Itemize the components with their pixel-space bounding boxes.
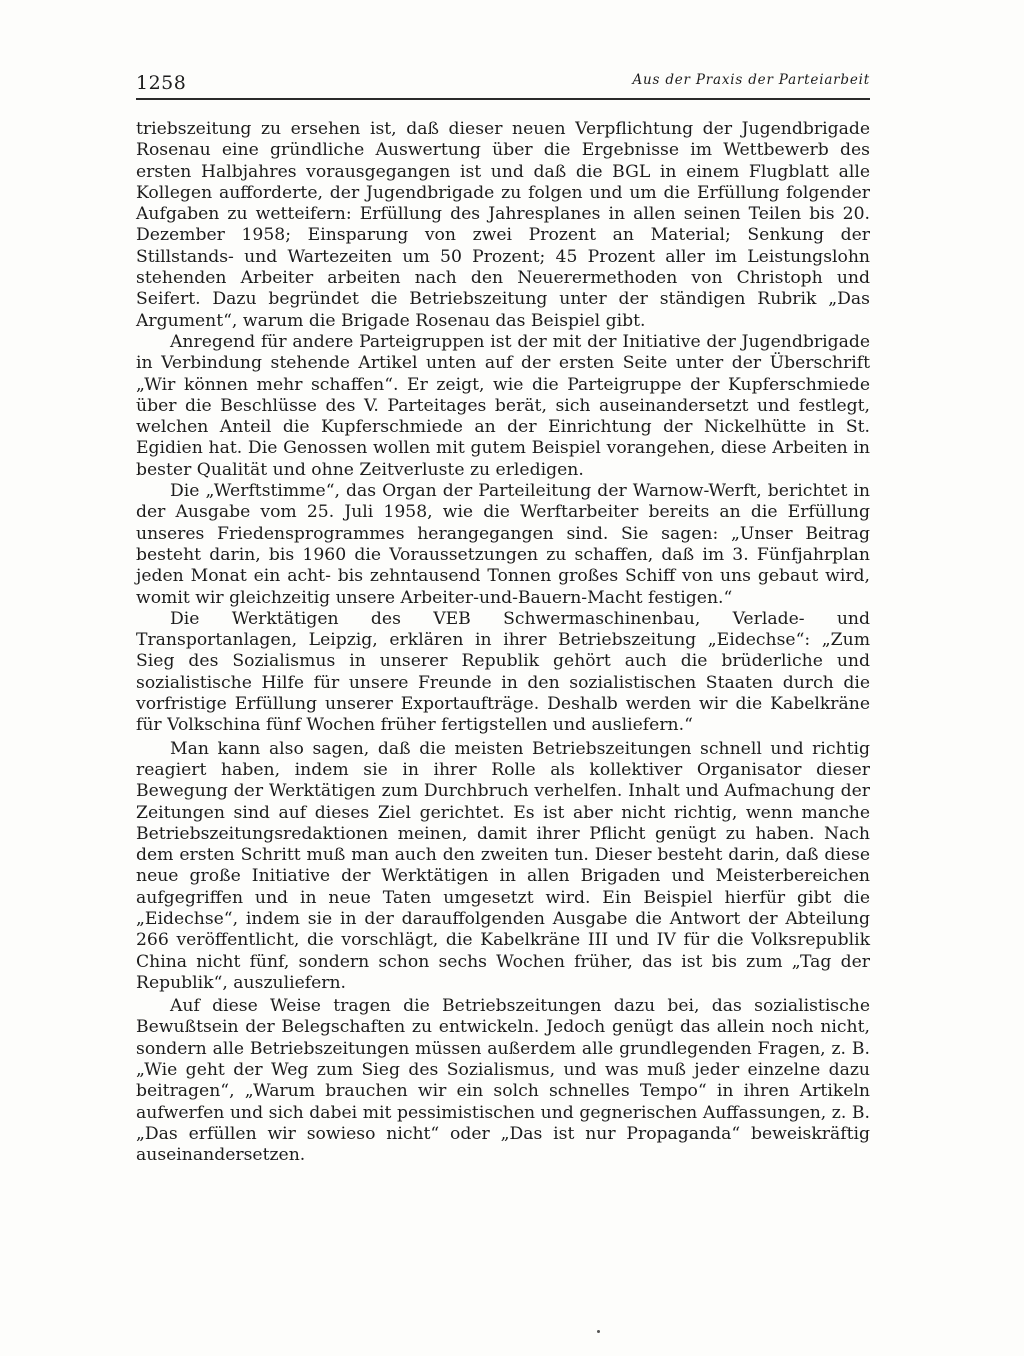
paragraph-1: triebszeitung zu ersehen ist, daß dieser neuen Verpflichtung der Jugendbrigade Rosenau eine gründliche Auswertung über die Ergebnisse im Wettbewerb des ersten Halbjahres vorausgegangen ist und daß die BGL in einem Flugblatt alle Kollegen aufforderte, der Jugendbrigade zu folgen und um die Erfüllung folgender Aufgaben zu wetteifern: Erfüllung des Jahresplanes in allen seinen Teilen bis 20. Dezember 1958; Einsparung von zwei Prozent an Material; Senkung der Stillstands- und Wartezeiten um 50 Prozent; 45 Prozent aller im Leistungslohn stehenden Arbeiter arbeiten nach den Neuerermethoden von Christoph und Seifert. Dazu begründet die Betriebszeitung unter der ständigen Rubrik „Das Argument“, warum die Brigade Rosenau das Beispiel gibt. (136, 119, 870, 331)
paragraph-2: Anregend für andere Parteigruppen ist der mit der Initiative der Jugendbrigade in Verbindung stehende Artikel unten auf der ersten Seite unter der Überschrift „Wir können mehr schaffen“. Er zeigt, wie die Parteigruppe der Kupferschmiede über die Beschlüsse des V. Parteitages berät, sich auseinandersetzt und festlegt, welchen Anteil die Kupferschmiede an der Einrichtung der Nickelhütte in St. Egidien hat. Die Genossen wollen mit gutem Beispiel vorangehen, diese Arbeiten in bester Qualität und ohne Zeitverluste zu erledigen. (136, 331, 870, 480)
page-header (136, 70, 870, 100)
paragraph-5: Man kann also sagen, daß die meisten Betriebszeitungen schnell und richtig reagiert haben, indem sie in ihrer Rolle als kollektiver Organisator dieser Bewegung der Werktätigen zum Durchbruch verhelfen. Inhalt und Aufmachung der Zeitungen sind auf dieses Ziel gerichtet. Es ist aber nicht richtig, wenn manche Betriebszeitungsredaktionen meinen, damit ihrer Pflicht genügt zu haben. Nach dem ersten Schritt muß man auch den zweiten tun. Dieser besteht darin, daß diese neue große Initiative der Werktätigen in allen Brigaden und Meisterbereichen aufgegriffen und in neue Taten umgesetzt wird. Ein Beispiel hierfür gibt die „Eidechse“, indem sie in der darauffolgenden Ausgabe die Antwort der Abteilung 266 veröffentlicht, die vorschlägt, die Kabelkräne III und IV für die Volksrepublik China nicht fünf, sondern schon sechs Wochen früher, das ist bis zum „Tag der Republik“, auszuliefern. (136, 738, 870, 993)
page-number: 1258 (136, 72, 187, 94)
body-text (136, 119, 870, 1167)
paragraph-4: Die Werktätigen des VEB Schwermaschinenbau, Verlade- und Transportanlagen, Leipzig, erklären in ihrer Betriebszeitung „Eidechse“: „Zum Sieg des Sozialismus in unserer Republik gehört auch die brüderliche und sozialistische Hilfe für unsere Freunde in den sozialistischen Staaten durch die vorfristige Erfüllung unserer Exportaufträge. Deshalb werden wir die Kabelkräne für Volkschina fünf Wochen früher fertigstellen und ausliefern.“ (136, 608, 870, 736)
running-head: Aus der Praxis der Parteiarbeit (632, 72, 870, 88)
paragraph-3: Die „Werftstimme“, das Organ der Parteileitung der Warnow-Werft, berichtet in der Ausgabe vom 25. Juli 1958, wie die Werftarbeiter bereits an die Erfüllung unseres Friedensprogrammes herangegangen sind. Sie sagen: „Unser Beitrag besteht darin, bis 1960 die Voraussetzungen zu schaffen, daß im 3. Fünfjahrplan jeden Monat ein acht- bis zehntausend Tonnen großes Schiff von uns gebaut wird, womit wir gleichzeitig unsere Arbeiter-und-Bauern-Macht festigen.“ (136, 481, 870, 608)
paragraph-6: Auf diese Weise tragen die Betriebszeitungen dazu bei, das sozialistische Bewußtsein der Belegschaften zu entwickeln. Jedoch genügt das allein noch nicht, sondern alle Betriebszeitungen müssen außerdem alle grundlegenden Fragen, z. B. „Wie geht der Weg zum Sieg des Sozialismus, und was muß jeder einzelne dazu beitragen“, „Warum brauchen wir ein solch schnelles Tempo“ in ihren Artikeln aufwerfen und sich dabei mit pessimistischen und gegnerischen Auffassungen, z. B. „Das erfüllen wir sowieso nicht“ oder „Das ist nur Propaganda“ beweiskräftig auseinandersetzen. (136, 996, 870, 1166)
print-speck (597, 1330, 600, 1333)
